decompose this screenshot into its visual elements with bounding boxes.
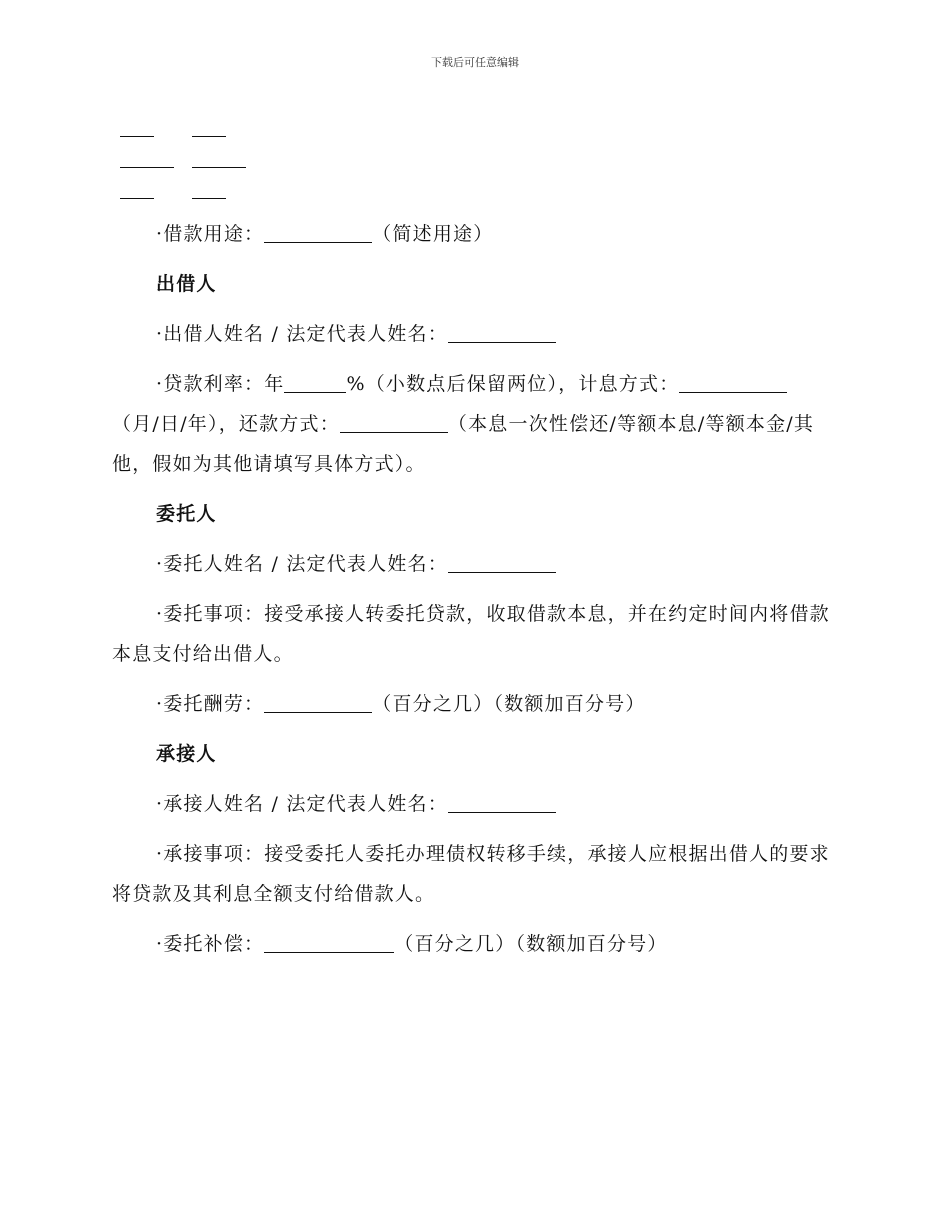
loan-rate-label: ·贷款利率：年 — [156, 373, 285, 395]
lender-name-blank[interactable] — [448, 323, 556, 343]
header-note: 下载后可任意编辑 — [431, 56, 519, 69]
lender-heading: 出借人 — [156, 273, 217, 295]
loan-rate-suffix: %（小数点后保留两位），计息方式： — [346, 373, 680, 395]
entrustor-fee-suffix: （百分之几）（数额加百分号） — [372, 693, 646, 715]
entrustor-fee-line — [112, 684, 832, 724]
undertaker-name-label: ·承接人姓名 / 法定代表人姓名： — [156, 793, 448, 815]
undertaker-name-blank[interactable] — [448, 793, 556, 813]
blank-line[interactable] — [120, 198, 154, 199]
blank-line[interactable] — [120, 136, 154, 137]
undertaker-heading: 承接人 — [156, 743, 217, 765]
loan-purpose-suffix: （简述用途） — [372, 223, 494, 245]
interest-method-blank[interactable] — [679, 373, 787, 393]
undertaker-name-line — [112, 784, 832, 824]
repay-method-blank[interactable] — [340, 413, 448, 433]
loan-rate-paragraph — [112, 364, 832, 484]
entrustor-matters: ·委托事项：接受承接人转委托贷款，收取借款本息，并在约定时间内将借款本息支付给出借人。 — [112, 603, 830, 665]
entrustor-fee-blank[interactable] — [264, 693, 372, 713]
interest-units: （月/日/年），还款方式： — [112, 413, 340, 435]
lender-name-line — [112, 314, 832, 354]
undertaker-comp-suffix: （百分之几）（数额加百分号） — [394, 933, 668, 955]
entrustor-name-line — [112, 544, 832, 584]
entrustor-name-blank[interactable] — [448, 553, 556, 573]
blank-line[interactable] — [192, 167, 246, 168]
loan-purpose-blank[interactable] — [264, 223, 372, 243]
blank-line[interactable] — [192, 136, 226, 137]
blank-line[interactable] — [120, 167, 174, 168]
undertaker-comp-label: ·委托补偿： — [156, 933, 265, 955]
undertaker-comp-blank[interactable] — [264, 933, 394, 953]
lender-name-label: ·出借人姓名 / 法定代表人姓名： — [156, 323, 448, 345]
loan-rate-blank[interactable] — [284, 373, 346, 393]
document-content — [112, 214, 832, 974]
loan-purpose-line — [112, 214, 832, 254]
entrustor-name-label: ·委托人姓名 / 法定代表人姓名： — [156, 553, 448, 575]
entrustor-fee-label: ·委托酬劳： — [156, 693, 265, 715]
undertaker-comp-line — [112, 924, 832, 964]
repay-options: （本息一次性偿还/等额本息/等额本金/其他，假如为其他请填写具体方式）。 — [112, 413, 815, 475]
entrustor-heading: 委托人 — [156, 503, 217, 525]
blank-line[interactable] — [192, 198, 226, 199]
undertaker-matters: ·承接事项：接受委托人委托办理债权转移手续，承接人应根据出借人的要求将贷款及其利息全额支付给借款人。 — [112, 843, 830, 905]
loan-purpose-label: ·借款用途： — [156, 223, 265, 245]
